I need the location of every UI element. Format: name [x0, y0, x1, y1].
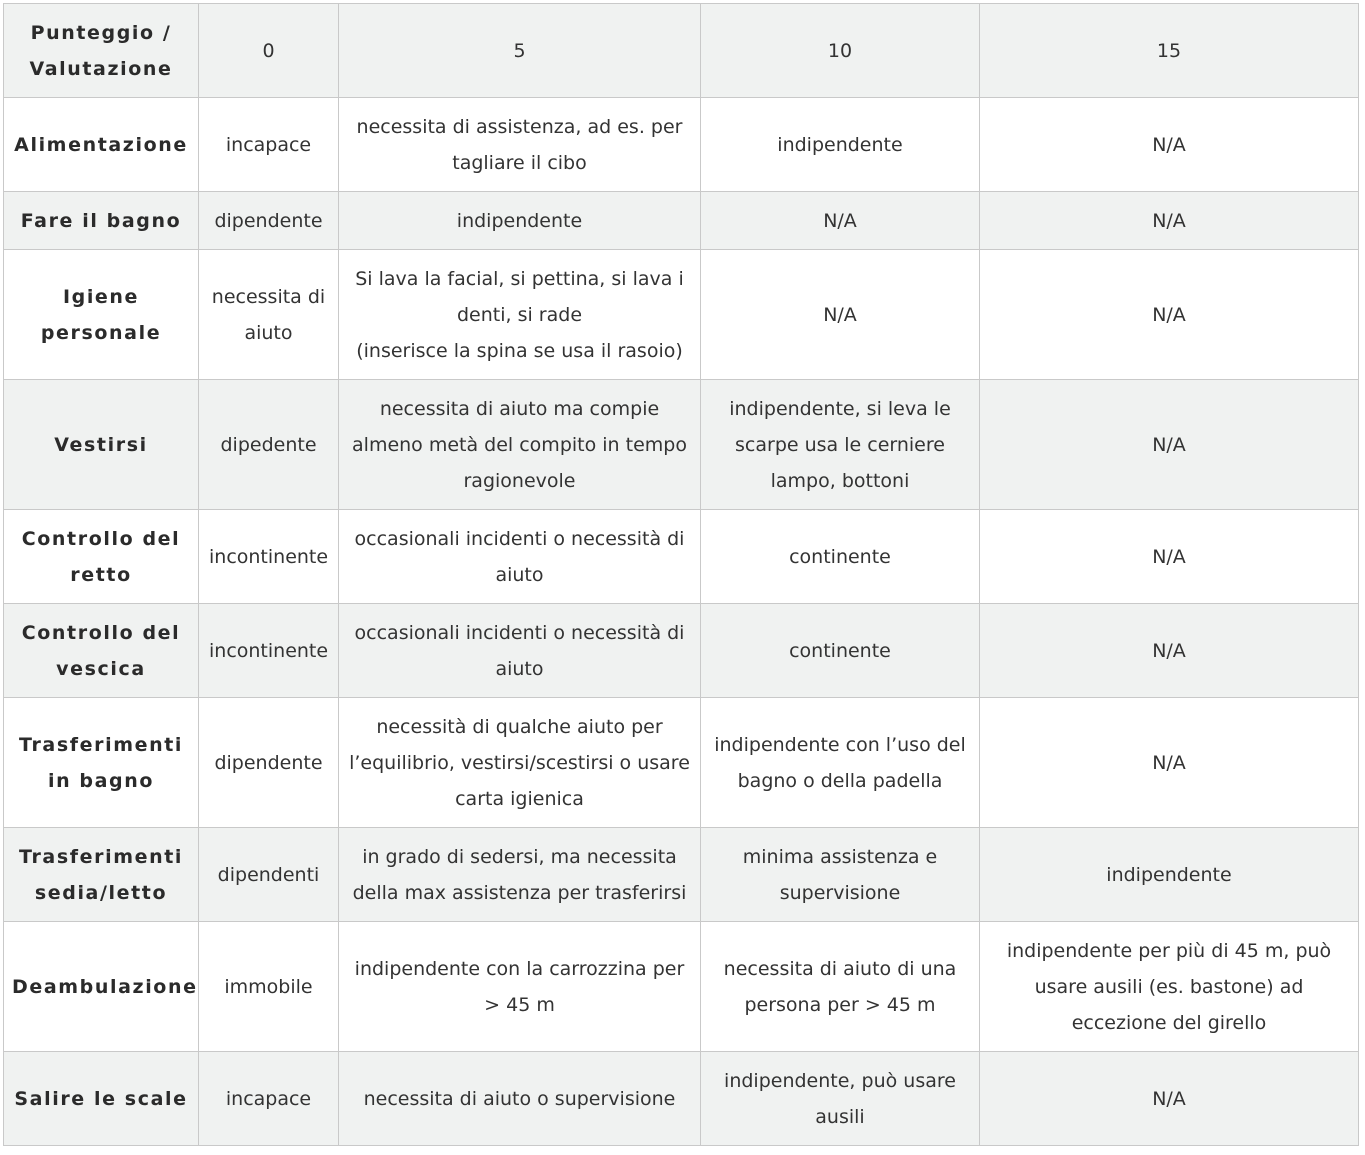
score-5-cell: indipendente con la carrozzina per > 45 m — [339, 922, 701, 1052]
score-5-cell: necessita di assistenza, ad es. per tagliare il cibo — [339, 98, 701, 192]
score-5-text: Si lava la facial, si pettina, si lava i denti, si rade — [355, 267, 684, 326]
score-10-cell: indipendente, può usare ausili — [701, 1052, 980, 1146]
score-15-cell: N/A — [980, 192, 1359, 250]
table-row — [4, 380, 1359, 510]
score-header-0: 0 — [199, 4, 339, 98]
score-5-cell: indipendente — [339, 192, 701, 250]
score-5-cell: in grado di sedersi, ma necessita della max assistenza per trasferirsi — [339, 828, 701, 922]
score-5-cell: necessita di aiuto o supervisione — [339, 1052, 701, 1146]
score-15-cell: indipendente per più di 45 m, può usare ausili (es. bastone) ad eccezione del girello — [980, 922, 1359, 1052]
score-0-cell: dipendenti — [199, 828, 339, 922]
table-row — [4, 698, 1359, 828]
score-5-cell: necessità di qualche aiuto per l’equilibrio, vestirsi/scestirsi o usare carta igienica — [339, 698, 701, 828]
score-10-cell: continente — [701, 604, 980, 698]
score-0-cell: immobile — [199, 922, 339, 1052]
score-15-cell: N/A — [980, 98, 1359, 192]
row-item-label: Controllo del retto — [4, 510, 199, 604]
score-5-cell: occasionali incidenti o necessità di aiuto — [339, 604, 701, 698]
score-15-cell: N/A — [980, 1052, 1359, 1146]
score-10-cell: indipendente, si leva le scarpe usa le cerniere lampo, bottoni — [701, 380, 980, 510]
table-row — [4, 604, 1359, 698]
score-15-cell: indipendente — [980, 828, 1359, 922]
corner-header: Punteggio / Valutazione — [4, 4, 199, 98]
score-15-cell: N/A — [980, 380, 1359, 510]
score-10-cell: N/A — [701, 250, 980, 380]
table-row — [4, 192, 1359, 250]
table-row — [4, 922, 1359, 1052]
score-0-cell: incontinente — [199, 510, 339, 604]
score-0-cell: incontinente — [199, 604, 339, 698]
header-row — [4, 4, 1359, 98]
score-10-cell: necessita di aiuto di una persona per > 45 m — [701, 922, 980, 1052]
score-5-cell: necessita di aiuto ma compie almeno metà del compito in tempo ragionevole — [339, 380, 701, 510]
barthel-index-table — [3, 3, 1359, 1146]
row-item-label: Fare il bagno — [4, 192, 199, 250]
score-header-5: 5 — [339, 4, 701, 98]
row-item-label: Salire le scale — [4, 1052, 199, 1146]
table-row — [4, 828, 1359, 922]
score-header-15: 15 — [980, 4, 1359, 98]
row-item-label: Controllo del vescica — [4, 604, 199, 698]
score-5-cell: occasionali incidenti o necessità di aiuto — [339, 510, 701, 604]
row-item-label: Trasferimenti sedia/letto — [4, 828, 199, 922]
table-row — [4, 98, 1359, 192]
score-0-cell: dipendente — [199, 698, 339, 828]
score-10-cell: N/A — [701, 192, 980, 250]
score-15-cell: N/A — [980, 250, 1359, 380]
row-item-label: Vestirsi — [4, 380, 199, 510]
score-0-cell: incapace — [199, 98, 339, 192]
row-item-label: Trasferimenti in bagno — [4, 698, 199, 828]
score-0-cell: dipendente — [199, 192, 339, 250]
score-header-10: 10 — [701, 4, 980, 98]
table-row — [4, 1052, 1359, 1146]
score-0-cell: incapace — [199, 1052, 339, 1146]
score-15-cell: N/A — [980, 604, 1359, 698]
row-item-label: Alimentazione — [4, 98, 199, 192]
score-15-cell: N/A — [980, 510, 1359, 604]
score-0-cell: necessita di aiuto — [199, 250, 339, 380]
score-10-cell: indipendente — [701, 98, 980, 192]
score-10-cell: continente — [701, 510, 980, 604]
score-15-cell: N/A — [980, 698, 1359, 828]
table-row — [4, 250, 1359, 380]
score-10-cell: indipendente con l’uso del bagno o della padella — [701, 698, 980, 828]
score-0-cell: dipedente — [199, 380, 339, 510]
row-item-label: Deambulazione — [4, 922, 199, 1052]
row-item-label: Igiene personale — [4, 250, 199, 380]
score-5-cell — [339, 250, 701, 380]
score-10-cell: minima assistenza e supervisione — [701, 828, 980, 922]
table-row — [4, 510, 1359, 604]
score-5-note: (inserisce la spina se usa il rasoio) — [356, 339, 683, 362]
